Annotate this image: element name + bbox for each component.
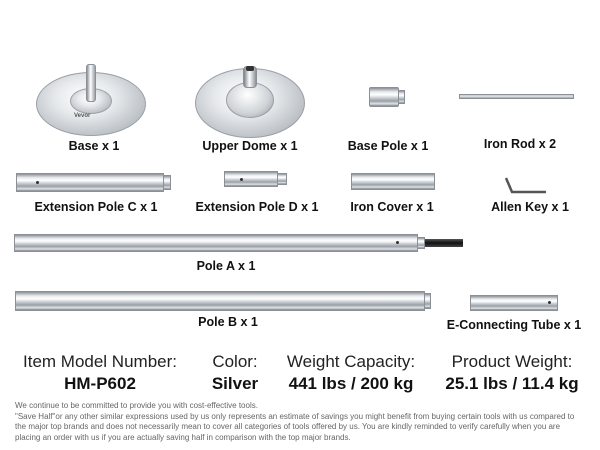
extension-pole-d-image (224, 171, 278, 187)
disclaimer (15, 401, 587, 443)
iron-cover-image (351, 173, 435, 190)
base-image (36, 62, 148, 140)
label-upper-dome: Upper Dome x 1 (202, 139, 298, 153)
spec-item-model-value: HM-P602 (64, 374, 136, 393)
spec-color-value: Silver (211, 374, 259, 393)
spec-product-weight-label: Product Weight: (451, 352, 573, 371)
spec-weight-capacity-value: 441 lbs / 200 kg (288, 374, 414, 393)
spec-color-label: Color: (212, 352, 258, 371)
spec-product-weight-value: 25.1 lbs / 11.4 kg (445, 374, 579, 393)
spec-product-weight (432, 352, 592, 394)
pole-a-image (14, 234, 418, 252)
base-logo: Vevor (74, 113, 91, 119)
label-allen-key: Allen Key x 1 (491, 200, 569, 214)
label-iron-rod: Iron Rod x 2 (483, 137, 557, 151)
spec-color (190, 352, 280, 394)
label-pole-a: Pole A x 1 (196, 259, 256, 273)
iron-rod-image (459, 94, 574, 99)
base-pole-tip (398, 90, 405, 104)
disclaimer-line-1: We continue to be committed to provide you with cost-effective tools. (15, 401, 258, 410)
pole-b-image (15, 291, 425, 311)
spec-item-model (10, 352, 190, 394)
upper-dome-image (195, 62, 307, 140)
disclaimer-line-2: "Save Half"or any other similar expressions used by us only represents an estimate of savings you might benefit from buying certain tools with us compared to the major top brands and does not necessarily mean to cover all categories of tools offered by us. You are kindly reminded to verify carefully when you are placing an order with us if you are actually saving half in comparison with the top major brands. (15, 411, 575, 442)
e-connecting-tube-image (470, 295, 558, 311)
label-iron-cover: Iron Cover x 1 (350, 200, 434, 214)
label-extension-pole-c: Extension Pole C x 1 (34, 200, 158, 214)
label-extension-pole-d: Extension Pole D x 1 (195, 200, 319, 214)
base-pole-image (369, 87, 399, 107)
spec-weight-capacity (276, 352, 426, 394)
label-base-pole: Base Pole x 1 (347, 139, 429, 153)
spec-item-model-label: Item Model Number: (23, 352, 177, 371)
label-base: Base x 1 (68, 139, 120, 153)
allen-key-image (502, 176, 550, 196)
label-e-connecting-tube: E-Connecting Tube x 1 (446, 318, 582, 332)
spec-weight-capacity-label: Weight Capacity: (286, 352, 416, 371)
label-pole-b: Pole B x 1 (198, 315, 258, 329)
